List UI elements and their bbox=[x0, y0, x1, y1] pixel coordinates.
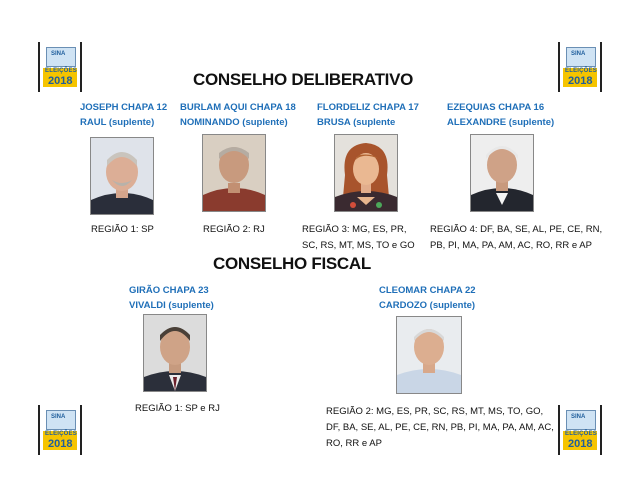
candidate-card bbox=[317, 100, 419, 130]
candidate-region: REGIÃO 4: DF, BA, SE, AL, PE, CE, RN, PB, PI, MA, PA, AM, AC, RO, RR e AP bbox=[430, 224, 603, 251]
candidate-suplente: ALEXANDRE (suplente) bbox=[447, 117, 555, 128]
monitor-icon bbox=[46, 410, 76, 430]
logo-banner-text: ELEIÇÕES bbox=[565, 68, 597, 74]
candidate-photo bbox=[470, 134, 534, 212]
section-title-deliberativo: CONSELHO DELIBERATIVO bbox=[193, 70, 414, 89]
logo-screen-text: SINA bbox=[571, 51, 586, 57]
candidate-region: REGIÃO 2: MG, ES, PR, SC, RS, MT, MS, TO, GO, DF, BA, SE, AL, PE, CE, RN, PB, PI, MA, PA, AM, AC, RO, RR e AP bbox=[326, 406, 554, 449]
logo-year: 2018 bbox=[568, 75, 593, 87]
candidate-name: FLORDELIZ CHAPA 17 bbox=[317, 102, 419, 113]
candidate-card bbox=[379, 283, 476, 313]
logo-banner-text: ELEIÇÕES bbox=[565, 431, 597, 437]
logo-screen-text: SINA bbox=[51, 51, 66, 57]
candidate-photo bbox=[90, 137, 154, 215]
candidate-suplente: BRUSA (suplente bbox=[317, 117, 396, 128]
candidate-photo bbox=[334, 134, 398, 212]
candidate-name: GIRÃO CHAPA 23 bbox=[129, 285, 209, 296]
candidate-photo bbox=[143, 314, 207, 392]
candidate-name: JOSEPH CHAPA 12 bbox=[80, 102, 168, 113]
logo-screen-text: SINA bbox=[571, 414, 586, 420]
candidate-card bbox=[447, 100, 554, 130]
eleicoes-2018-logo bbox=[558, 405, 602, 455]
candidate-region: REGIÃO 3: MG, ES, PR, SC, RS, MT, MS, TO e GO bbox=[302, 224, 415, 251]
candidate-name: EZEQUIAS CHAPA 16 bbox=[447, 102, 545, 113]
candidate-region: REGIÃO 1: SP bbox=[91, 224, 154, 235]
monitor-icon bbox=[46, 47, 76, 67]
eleicoes-2018-logo bbox=[38, 405, 82, 455]
candidate-suplente: NOMINANDO (suplente) bbox=[180, 117, 288, 128]
logo-year: 2018 bbox=[568, 438, 593, 450]
candidate-photo bbox=[396, 316, 462, 394]
logo-year: 2018 bbox=[48, 75, 73, 87]
candidate-region: REGIÃO 2: RJ bbox=[203, 224, 265, 235]
eleicoes-2018-logo bbox=[38, 42, 82, 92]
monitor-icon bbox=[566, 410, 596, 430]
candidate-name: BURLAM AQUI CHAPA 18 bbox=[180, 102, 296, 113]
candidate-name: CLEOMAR CHAPA 22 bbox=[379, 285, 476, 296]
logo-screen-text: SINA bbox=[51, 414, 66, 420]
candidate-suplente: VIVALDI (suplente) bbox=[129, 300, 214, 311]
logo-banner-text: ELEIÇÕES bbox=[45, 68, 77, 74]
logo-year: 2018 bbox=[48, 438, 73, 450]
candidate-card bbox=[80, 100, 167, 130]
candidate-suplente: RAUL (suplente) bbox=[80, 117, 155, 128]
eleicoes-2018-logo bbox=[558, 42, 602, 92]
candidate-card bbox=[180, 100, 296, 130]
monitor-icon bbox=[566, 47, 596, 67]
candidate-photo bbox=[202, 134, 266, 212]
candidate-suplente: CARDOZO (suplente) bbox=[379, 300, 476, 311]
section-title-fiscal: CONSELHO FISCAL bbox=[213, 254, 371, 273]
logo-banner-text: ELEIÇÕES bbox=[45, 431, 77, 437]
candidate-card bbox=[129, 283, 214, 313]
candidate-region: REGIÃO 1: SP e RJ bbox=[135, 403, 220, 414]
